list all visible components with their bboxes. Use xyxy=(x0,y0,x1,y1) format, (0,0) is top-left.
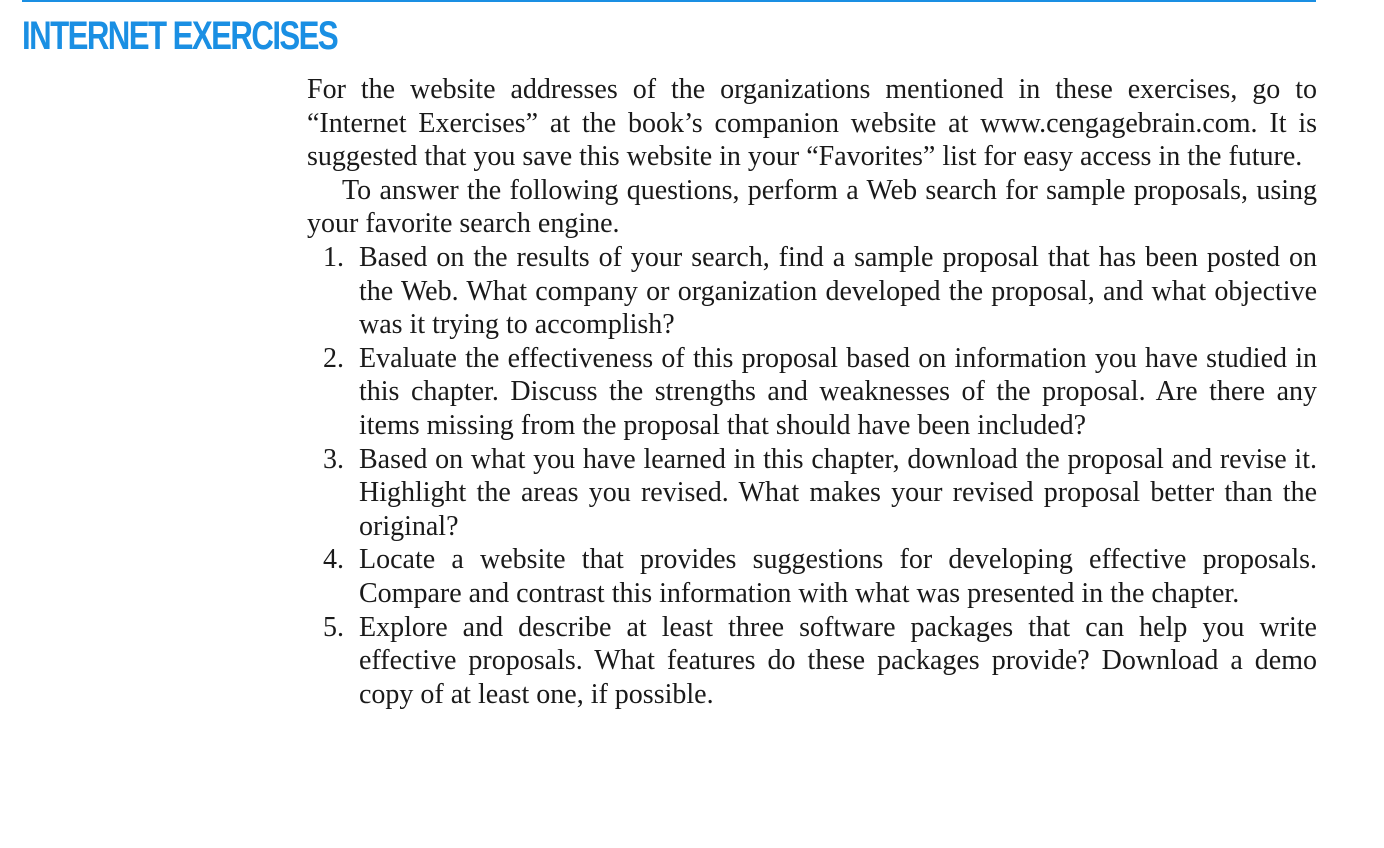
exercise-item-4 xyxy=(307,543,1317,610)
top-rule xyxy=(22,0,1316,2)
exercise-text: Based on the results of your search, find a sample proposal that has been posted on the Web. What company or organization developed the proposal, and what objective was it trying to accomplish? xyxy=(359,241,1317,341)
exercise-text: Based on what you have learned in this chapter, download the proposal and revise it. Highlight the areas you revised. What makes your revised proposal better than the original? xyxy=(359,443,1317,542)
exercise-number: 5. xyxy=(323,611,344,643)
intro-paragraph-1: For the website addresses of the organizations mentioned in these exercises, go to “Internet Exercises” at the book’s companion website at www.cengagebrain.com. It is suggested that you save this website in your “Favorites” list for easy access in the future. xyxy=(307,74,1317,173)
section-heading: INTERNET EXERCISES xyxy=(22,14,338,58)
exercise-text: Explore and describe at least three software packages that can help you write effective proposals. What features do these packages provide? Download a demo copy of at least one, if possible. xyxy=(359,611,1317,710)
exercise-item-2 xyxy=(307,342,1317,443)
exercise-item-1 xyxy=(307,241,1317,342)
exercise-number: 3. xyxy=(323,443,344,475)
exercise-number: 2. xyxy=(323,342,344,374)
exercise-number: 4. xyxy=(323,544,344,576)
exercise-text: Locate a website that provides suggestions for developing effective proposals. Compare and contrast this information with what was presented in the chapter. xyxy=(359,544,1317,609)
exercise-list xyxy=(307,241,1317,711)
exercise-text: Evaluate the effectiveness of this proposal based on information you have studied in this chapter. Discuss the strengths and weaknesses of the proposal. Are there any items missing from the proposal that should have been included? xyxy=(359,342,1317,441)
exercise-item-3 xyxy=(307,443,1317,544)
intro-paragraph-2: To answer the following questions, perform a Web search for sample proposals, using your favorite search engine. xyxy=(307,174,1317,240)
exercise-item-5 xyxy=(307,611,1317,712)
exercise-number: 1. xyxy=(323,241,344,273)
exercise-content xyxy=(307,73,1317,711)
